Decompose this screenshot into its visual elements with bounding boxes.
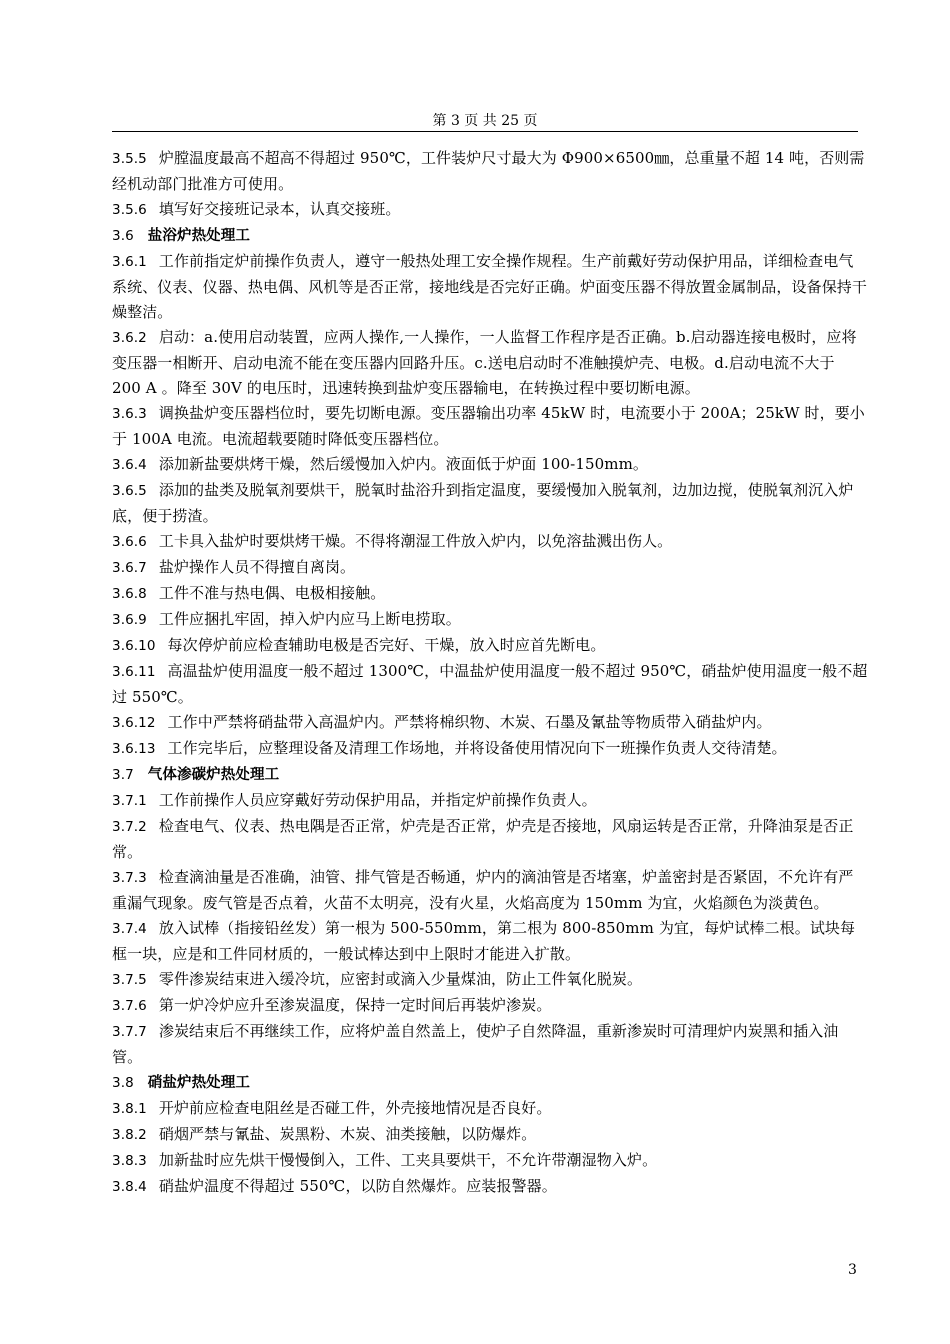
- clause-text: 工件不准与热电偶、电极相接触。: [158, 584, 386, 602]
- clause-3-7-6: [112, 993, 868, 1019]
- header-divider: [112, 131, 858, 132]
- clause-3-7-4: [112, 916, 868, 967]
- clause-3-8-3: [112, 1148, 868, 1174]
- section-title: 硝盐炉热处理工: [147, 1075, 250, 1091]
- clause-number: 3.8.2: [112, 1127, 147, 1143]
- clause-text: 每次停炉前应检查辅助电极是否完好、干燥，放入时应首先断电。: [167, 636, 606, 654]
- clause-text: 工作前操作人员应穿戴好劳动保护用品，并指定炉前操作负责人。: [158, 791, 597, 809]
- clause-3-6-9: [112, 607, 868, 633]
- clause-number: 3.7.3: [112, 870, 147, 886]
- clause-3-6-6: [112, 529, 868, 555]
- clause-text: 加新盐时应先烘干慢慢倒入，工件、工夹具要烘干，不允许带潮湿物入炉。: [158, 1151, 658, 1169]
- clause-text: 高温盐炉使用温度一般不超过 1300℃，中温盐炉使用温度一般不超过 950℃，硝盐炉使用温度一般不超过 550℃。: [112, 662, 868, 706]
- section-heading-3-8: [112, 1070, 868, 1096]
- clause-number: 3.7.6: [112, 998, 147, 1014]
- clause-number: 3.6.5: [112, 483, 147, 499]
- clause-3-6-4: [112, 452, 868, 478]
- clause-number: 3.6.6: [112, 534, 147, 550]
- clause-text: 工卡具入盐炉时要烘烤干燥。不得将潮湿工件放入炉内，以免溶盐溅出伤人。: [158, 532, 673, 550]
- clause-text: 工件应捆扎牢固，掉入炉内应马上断电捞取。: [158, 610, 461, 628]
- clause-number: 3.7.4: [112, 921, 147, 937]
- clause-number: 3.6.2: [112, 330, 147, 346]
- clause-number: 3.5.6: [112, 202, 147, 218]
- clause-text: 渗炭结束后不再继续工作，应将炉盖自然盖上，使炉子自然降温，重新渗炭时可清理炉内炭黑和插入油管。: [112, 1022, 839, 1066]
- clause-text: 硝烟严禁与氰盐、炭黑粉、木炭、油类接触，以防爆炸。: [158, 1125, 537, 1143]
- clause-3-6-3: [112, 401, 868, 452]
- section-number: 3.8: [112, 1075, 134, 1091]
- clause-3-5-5: [112, 146, 868, 197]
- clause-3-7-2: [112, 814, 868, 865]
- clause-number: 3.6.7: [112, 560, 147, 576]
- clause-3-6-10: [112, 633, 868, 659]
- clause-text: 启动：a.使用启动装置，应两人操作,一人操作，一人监督工作程序是否正确。b.启动器连接电极时，应将变压器一相断开、启动电流不能在变压器内回路升压。c.送电启动时不准触摸炉壳、电极。d.启动电流不大于 200 A 。降至 30V 的电压时，迅速转换到盐炉变压器输电，在转换过程中要切断电源。: [112, 328, 857, 397]
- clause-text: 炉膛温度最高不超高不得超过 950℃，工件装炉尺寸最大为 Φ900×6500㎜，总重量不超 14 吨，否则需经机动部门批准方可使用。: [112, 149, 865, 193]
- clause-text: 开炉前应检查电阻丝是否碰工件，外壳接地情况是否良好。: [158, 1099, 552, 1117]
- clause-text: 检查滴油量是否准确，油管、排气管是否畅通，炉内的滴油管是否堵塞，炉盖密封是否紧固，不允许有严重漏气现象。废气管是否点着，火苗不太明亮，没有火星，火焰高度为 150mm 为宜，火焰颜色为淡黄色。: [112, 868, 854, 912]
- clause-3-6-12: [112, 710, 868, 736]
- clause-number: 3.7.1: [112, 793, 147, 809]
- clause-number: 3.6.13: [112, 741, 156, 757]
- clause-number: 3.6.10: [112, 638, 156, 654]
- clause-text: 填写好交接班记录本，认真交接班。: [158, 200, 401, 218]
- clause-3-6-13: [112, 736, 868, 762]
- clause-text: 检查电气、仪表、热电隅是否正常，炉壳是否正常，炉壳是否接地，风扇运转是否正常，升降油泵是否正常。: [112, 817, 854, 861]
- clause-number: 3.8.4: [112, 1179, 147, 1195]
- clause-number: 3.6.11: [112, 664, 156, 680]
- clause-text: 放入试棒（指接铅丝发）第一根为 500-550mm，第二根为 800-850mm 为宜，每炉试棒二根。试块每框一块，应是和工件同材质的，一般试棒达到中上限时才能进入扩散。: [112, 919, 856, 963]
- clause-3-6-7: [112, 555, 868, 581]
- page-number: 3: [848, 1262, 857, 1278]
- section-heading-3-6: [112, 223, 868, 249]
- section-title: 盐浴炉热处理工: [147, 228, 250, 244]
- clause-3-8-1: [112, 1096, 868, 1122]
- clause-number: 3.6.4: [112, 457, 147, 473]
- clause-number: 3.6.8: [112, 586, 147, 602]
- clause-3-6-1: [112, 249, 868, 325]
- clause-3-6-11: [112, 659, 868, 710]
- clause-number: 3.6.9: [112, 612, 147, 628]
- section-number: 3.7: [112, 767, 134, 783]
- clause-number: 3.8.1: [112, 1101, 147, 1117]
- section-heading-3-7: [112, 762, 868, 788]
- clause-text: 工作完毕后，应整理设备及清理工作场地，并将设备使用情况向下一班操作负责人交待清楚。: [167, 739, 787, 757]
- clause-text: 工作前指定炉前操作负责人，遵守一般热处理工安全操作规程。生产前戴好劳动保护用品，详细检查电气系统、仪表、仪器、热电偶、风机等是否正常，接地线是否完好正确。炉面变压器不得放置金属制品，设备保持干燥整洁。: [112, 252, 868, 321]
- clause-number: 3.6.1: [112, 254, 147, 270]
- clause-3-8-4: [112, 1174, 868, 1200]
- clause-3-6-8: [112, 581, 868, 607]
- clause-text: 添加新盐要烘烤干燥，然后缓慢加入炉内。液面低于炉面 100-150mm。: [158, 455, 649, 473]
- clause-3-6-5: [112, 478, 868, 529]
- clause-3-5-6: [112, 197, 868, 223]
- clause-number: 3.7.7: [112, 1024, 147, 1040]
- clause-text: 调换盐炉变压器档位时，要先切断电源。变压器输出功率 45kW 时，电流要小于 200A；25kW 时，要小于 100A 电流。电流超载要随时降低变压器档位。: [112, 404, 865, 448]
- clause-3-7-1: [112, 788, 868, 814]
- clause-number: 3.6.12: [112, 715, 156, 731]
- clause-text: 工作中严禁将硝盐带入高温炉内。严禁将棉织物、木炭、石墨及氰盐等物质带入硝盐炉内。: [167, 713, 772, 731]
- page-header: 第 3 页 共 25 页: [432, 113, 538, 129]
- clause-text: 零件渗炭结束进入缓冷坑，应密封或滴入少量煤油，防止工件氧化脱炭。: [158, 970, 643, 988]
- clause-text: 硝盐炉温度不得超过 550℃，以防自然爆炸。应装报警器。: [158, 1177, 557, 1195]
- clause-text: 盐炉操作人员不得擅自离岗。: [158, 558, 356, 576]
- clause-number: 3.8.3: [112, 1153, 147, 1169]
- section-title: 气体渗碳炉热处理工: [147, 767, 280, 783]
- clause-3-8-2: [112, 1122, 868, 1148]
- clause-number: 3.6.3: [112, 406, 147, 422]
- clause-3-7-5: [112, 967, 868, 993]
- clause-text: 添加的盐类及脱氧剂要烘干，脱氧时盐浴升到指定温度，要缓慢加入脱氧剂，边加边搅，使脱氧剂沉入炉底，便于捞渣。: [112, 481, 854, 525]
- clause-number: 3.7.2: [112, 819, 147, 835]
- document-body: [112, 146, 868, 1200]
- clause-3-7-7: [112, 1019, 868, 1070]
- clause-number: 3.7.5: [112, 972, 147, 988]
- clause-text: 第一炉冷炉应升至渗炭温度，保持一定时间后再装炉渗炭。: [158, 996, 552, 1014]
- clause-3-7-3: [112, 865, 868, 916]
- section-number: 3.6: [112, 228, 134, 244]
- clause-3-6-2: [112, 325, 868, 401]
- clause-number: 3.5.5: [112, 151, 147, 167]
